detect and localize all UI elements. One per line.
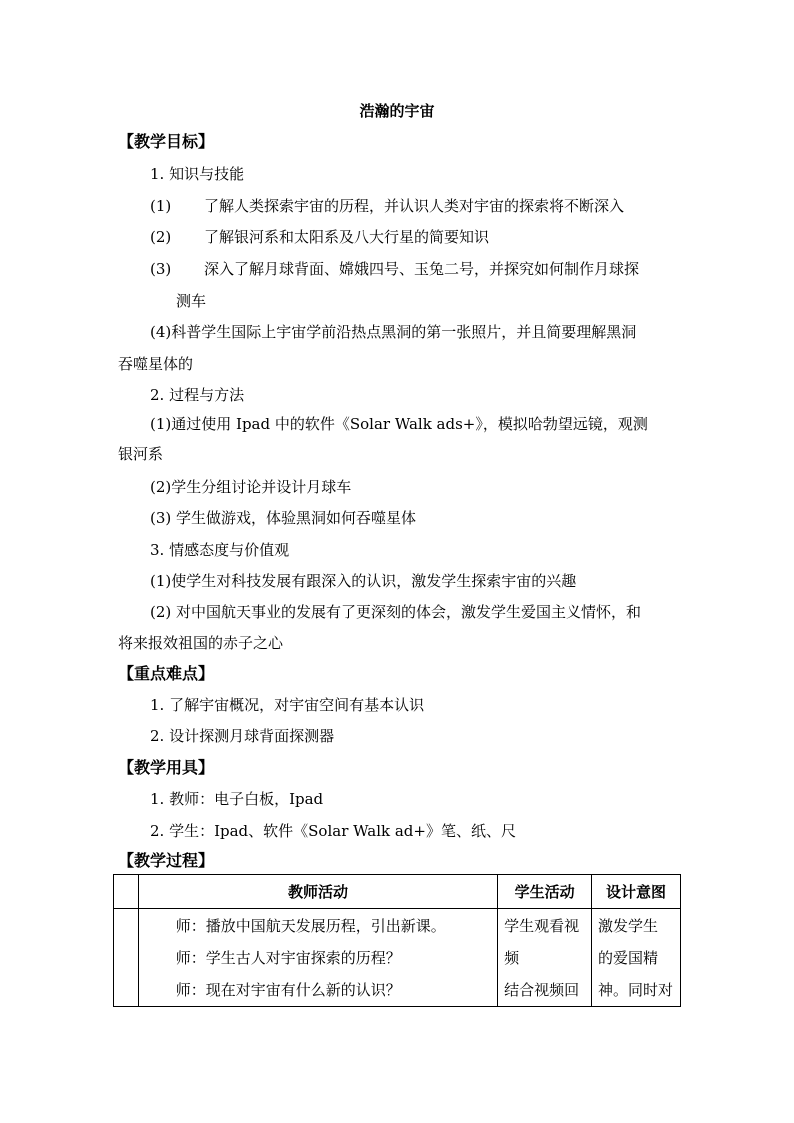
knowledge-item-3 (150, 258, 639, 280)
table-row (114, 909, 681, 1007)
student-line-2: 频 (504, 949, 520, 967)
student-activity-cell (498, 909, 592, 1007)
emotion-item-2: (2) 对中国航天事业的发展有了更深刻的体会，激发学生爱国主义情怀，和 (150, 603, 642, 621)
row-index-cell (114, 909, 139, 1007)
design-intent-cell (592, 909, 681, 1007)
key-points-heading: 【重点难点】 (118, 664, 215, 683)
teacher-line-2: 师：学生古人对宇宙探索的历程？ (175, 949, 401, 967)
process-table (113, 874, 681, 1007)
process-method-item-3: (3) 学生做游戏，体验黑洞如何吞噬星体 (150, 509, 417, 527)
design-line-3: 神。同时对 (598, 981, 674, 999)
knowledge-item-1-num: (1) (150, 197, 172, 215)
tools-heading: 【教学用具】 (118, 758, 215, 777)
teacher-line-3: 师：现在对宇宙有什么新的认识？ (175, 981, 401, 999)
process-table-corner-cell (114, 875, 139, 909)
tools-item-2: 2. 学生：Ipad、软件《Solar Walk ad+》笔、纸、尺 (150, 822, 516, 840)
key-point-2: 2. 设计探测月球背面探测器 (150, 727, 335, 745)
process-method-item-1: (1)通过使用 Ipad 中的软件《Solar Walk ads+》，模拟哈勃望远镜，观测 (150, 415, 648, 433)
knowledge-item-3-cont: 测车 (176, 292, 207, 310)
knowledge-item-1 (150, 195, 624, 217)
header-design-intent: 设计意图 (592, 875, 681, 909)
knowledge-item-4: (4)科普学生国际上宇宙学前沿热点黑洞的第一张照片，并且简要理解黑洞 (150, 323, 637, 341)
emotion-item-1: (1)使学生对科技发展有跟深入的认识，激发学生探索宇宙的兴趣 (150, 572, 577, 590)
emotion-item-2-cont: 将来报效祖国的赤子之心 (118, 634, 284, 652)
header-teacher-activity: 教师活动 (138, 875, 497, 909)
header-student-activity: 学生活动 (498, 875, 592, 909)
knowledge-item-4-cont: 吞噬星体的 (118, 355, 194, 373)
teacher-activity-cell (138, 909, 497, 1007)
knowledge-item-3-text: 深入了解月球背面、嫦娥四号、玉兔二号，并探究如何制作月球探 (204, 260, 640, 278)
knowledge-item-1-text: 了解人类探索宇宙的历程，并认识人类对宇宙的探索将不断深入 (204, 197, 625, 215)
process-heading: 【教学过程】 (118, 851, 215, 870)
key-point-1: 1. 了解宇宙概况，对宇宙空间有基本认识 (150, 696, 425, 714)
emotion-heading: 3. 情感态度与价值观 (150, 541, 290, 559)
process-table-header-row (114, 875, 681, 909)
knowledge-item-2-text: 了解银河系和太阳系及八大行星的简要知识 (204, 228, 490, 246)
student-line-1: 学生观看视 (504, 917, 580, 935)
teacher-line-1: 师：播放中国航天发展历程，引出新课。 (175, 917, 446, 935)
objectives-heading: 【教学目标】 (118, 132, 215, 151)
knowledge-heading: 1. 知识与技能 (150, 165, 245, 183)
design-line-2: 的爱国精 (598, 949, 659, 967)
student-line-3: 结合视频回 (504, 981, 580, 999)
knowledge-item-3-num: (3) (150, 260, 172, 278)
design-line-1: 激发学生 (598, 917, 659, 935)
tools-item-1: 1. 教师：电子白板，Ipad (150, 790, 324, 808)
knowledge-item-2 (150, 226, 489, 248)
knowledge-item-2-num: (2) (150, 228, 172, 246)
process-method-item-1-cont: 银河系 (118, 445, 164, 463)
process-method-heading: 2. 过程与方法 (150, 386, 245, 404)
process-method-item-2: (2)学生分组讨论并设计月球车 (150, 478, 352, 496)
document-title: 浩瀚的宇宙 (359, 102, 435, 120)
